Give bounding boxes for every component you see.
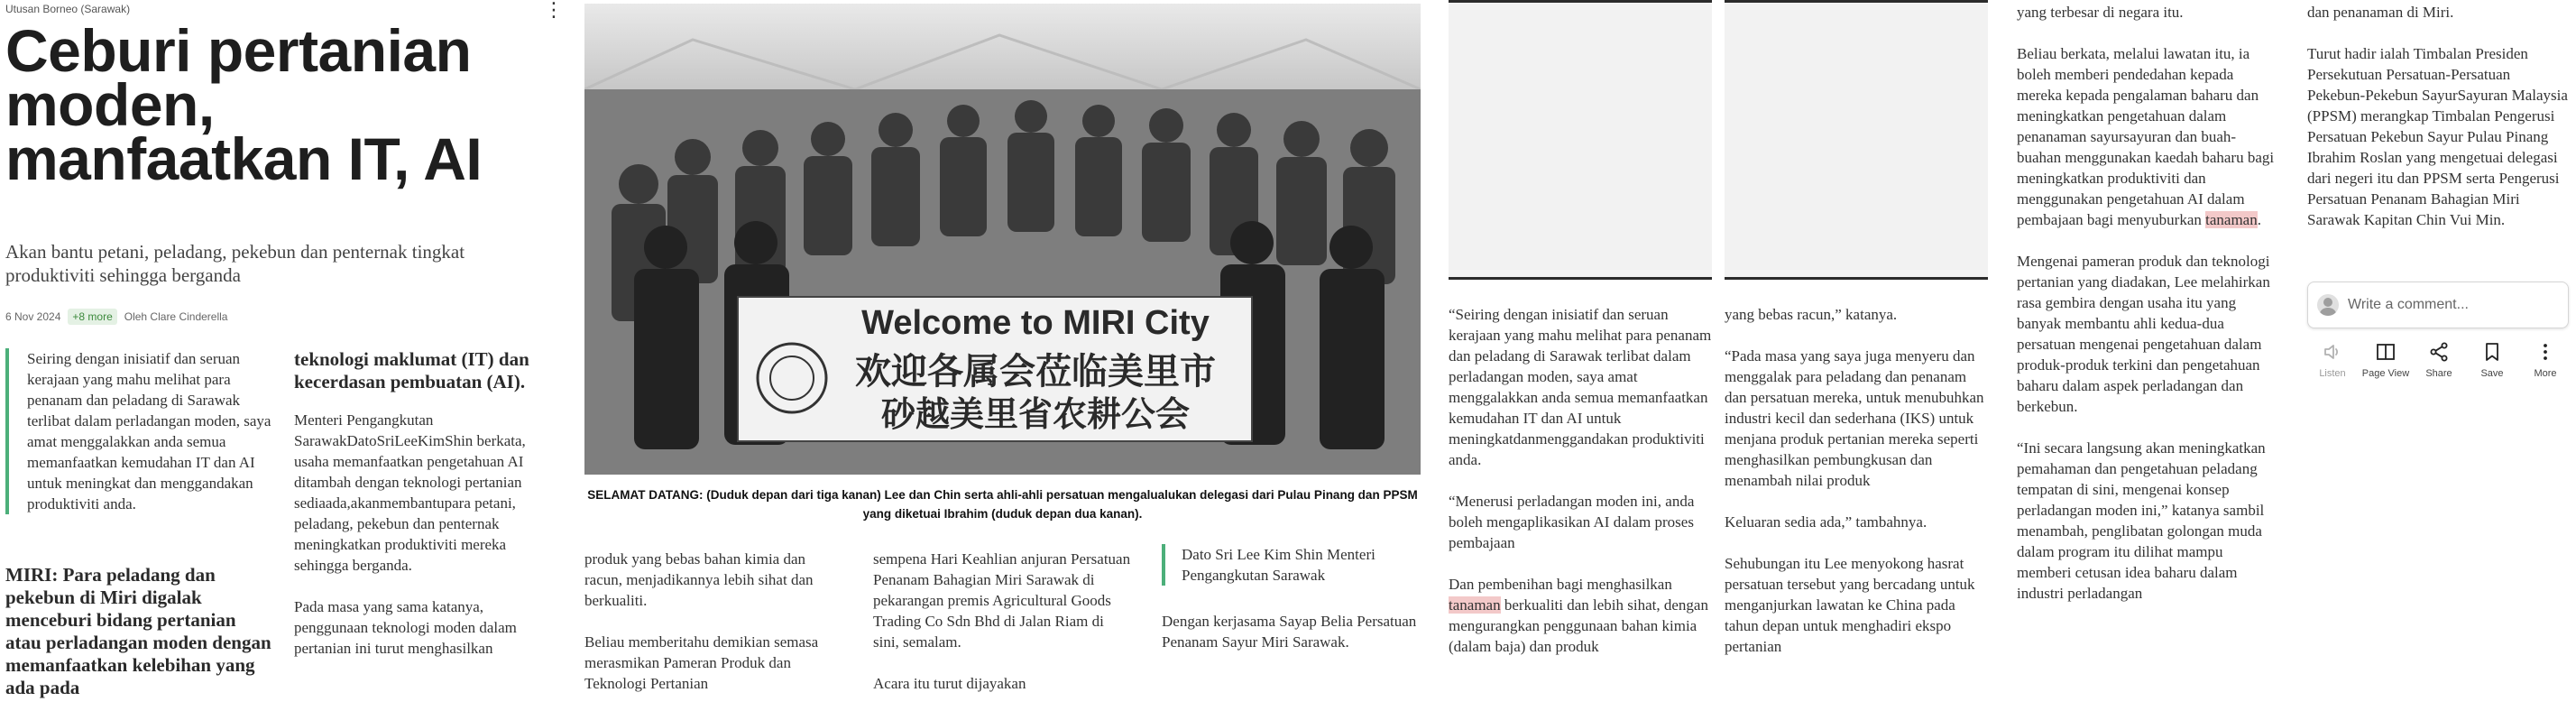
paragraph: yang bebas racun,” katanya. <box>1725 306 1898 323</box>
lead-paragraph: MIRI: Para peladang dan pekebun di Miri digalak menceburi bidang pertanian atau perladangan moden dengan memanfaatkan kelebihan yang ada pada <box>5 564 271 698</box>
paragraph: dan penanaman di Miri. <box>2307 4 2454 21</box>
headline: Ceburi pertanian moden, manfaatkan IT, AI <box>5 17 483 192</box>
pull-quote: Seiring dengan inisiatif dan seruan kerajaan yang mahu melihat para penanam dan peladang di Sarawak terlibat dalam perladangan moden, saya amat menggalakkan anda semua memanfaatkan kemudahan IT dan AI untuk meningkat dan menggandakan produktiviti anda. <box>5 348 271 514</box>
article-column-2 <box>294 348 554 659</box>
paragraph: “Pada masa yang saya juga menyeru dan menggalak para peladang dan penanam dan persatuan mereka, untuk menubuhkan industri kecil dan sederhana (IKS) untuk menjana produk pertanian mereka seperti menghasilkan pembungkusan dan menambah nilai produk <box>1725 347 1984 489</box>
banner-text: Welcome to MIRI City <box>861 304 1210 342</box>
more-button[interactable] <box>2520 341 2571 379</box>
share-button[interactable] <box>2414 341 2464 379</box>
paragraph: Sehubungan itu Lee menyokong hasrat persatuan tersebut yang bercadang untuk menganjurkan lawatan ke China pada tahun depan untuk menghadiri ekspo pertanian <box>1725 555 1975 655</box>
more-vertical-icon <box>2535 341 2556 363</box>
paragraph <box>2017 43 2280 230</box>
article-photo[interactable] <box>584 4 1421 475</box>
byline: Oleh Clare Cinderella <box>124 310 228 323</box>
article-column-5 <box>1162 611 1423 652</box>
article-meta <box>5 309 227 325</box>
article-column-9 <box>2307 2 2571 230</box>
tool-label: Share <box>2425 368 2452 379</box>
listen-button[interactable] <box>2307 341 2358 379</box>
page-view-icon <box>2375 341 2397 363</box>
photo-caption: SELAMAT DATANG: (Duduk depan dari tiga kanan) Lee dan Chin serta ahli-ahli persatuan mengalualukan delegasi dari Pulau Pinang dan PPSM yang diketuai Ibrahim (duduk depan dua kanan). <box>587 488 1418 521</box>
article-column-6 <box>1449 304 1712 657</box>
text-run: Dan pembenihan bagi menghasilkan <box>1449 576 1672 593</box>
header-more-icon[interactable]: ⋮ <box>544 0 564 21</box>
save-button[interactable] <box>2467 341 2517 379</box>
paragraph: Menteri Pengangkutan SarawakDatoSriLeeKimShin berkata, usaha memanfaatkan pengetahuan AI ditambah dengan teknologi pertanian sediaada,akanmembantupara petani, peladang, pekebun dan penternak meningkatkan produktiviti mereka sehingga berganda. <box>294 411 526 574</box>
highlighted-word[interactable]: tanaman <box>2205 211 2258 228</box>
photo-illustration <box>584 4 1421 475</box>
ad-placeholder <box>1449 0 1712 280</box>
paragraph: “Seiring dengan inisiatif dan seruan kerajaan yang mahu melihat para penanam dan peladang di Sarawak terlibat dalam perladangan moden, saya amat menggalakkan anda semua memanfaatkan kemudahan IT dan AI untuk meningkatdanmenggandakan produktiviti anda. <box>1449 306 1712 468</box>
paragraph: Mengenai pameran produk dan teknologi pertanian yang diadakan, Lee melahirkan rasa gembira dengan usaha itu yang banyak membantu ahli kedua-dua persatuan mengenai pengetahuan dalam produk-produk terkini dan pengetahuan baharu dalam aspek perladangan dan berkebun. <box>2017 253 2270 415</box>
ad-placeholder <box>1725 0 1988 280</box>
subhead: teknologi maklumat (IT) dan kecerdasan pembuatan (AI). <box>294 348 529 392</box>
comment-input[interactable] <box>2307 282 2569 328</box>
publication-name: Utusan Borneo (Sarawak) <box>5 3 131 15</box>
article-column-4 <box>873 549 1133 694</box>
comment-placeholder: Write a comment... <box>2348 297 2469 312</box>
tool-label: Save <box>2480 368 2504 379</box>
article-toolbar <box>2307 341 2571 379</box>
paragraph: Acara itu turut dijayakan <box>873 675 1026 692</box>
speaker-icon <box>2322 341 2343 363</box>
more-badge[interactable]: +8 more <box>68 309 116 325</box>
avatar-icon <box>2317 294 2339 316</box>
pull-quote-attribution: Dato Sri Lee Kim Shin Menteri Pengangkutan Sarawak <box>1162 544 1421 586</box>
paragraph: Dengan kerjasama Sayap Belia Persatuan Penanam Sayur Miri Sarawak. <box>1162 613 1417 651</box>
paragraph: produk yang bebas bahan kimia dan racun, menjadikannya lebih sihat dan berkualiti. <box>584 550 814 609</box>
paragraph <box>1449 574 1712 657</box>
text-run: Beliau berkata, melalui lawatan itu, ia boleh memberi pendedahan kepada mereka kepada pengalaman baharu dan meningkatkan pengetahuan dalam penanaman sayursayuran dan buah-buahan menggunakan kaedah baharu bagi meningkatkan produktiviti dan menggunakan pengetahuan AI dalam pembajaan bagi menyuburkan <box>2017 45 2275 228</box>
highlighted-word[interactable]: tanaman <box>1449 596 1501 614</box>
banner-chinese-line-2: 砂越美里省农耕公会 <box>880 394 1191 434</box>
tool-label: Page View <box>2361 368 2410 379</box>
paragraph: Keluaran sedia ada,” tambahnya. <box>1725 513 1927 531</box>
bookmark-icon <box>2481 341 2503 363</box>
paragraph: “Ini secara langsung akan meningkatkan pemahaman dan pengetahuan peladang tempatan di sini, mengenai konsep perladangan moden ini,” katanya sambil menambah, penglibatan golongan muda dalam program itu dilihat mampu memberi cetusan idea baharu dalam industri perladangan <box>2017 439 2266 602</box>
article-column-8 <box>2017 2 2280 604</box>
tool-label: More <box>2534 368 2557 379</box>
paragraph: Turut hadir ialah Timbalan Presiden Persekutuan Persatuan-Persatuan Pekebun-Pekebun SayurSayuran Malaysia (PPSM) merangkap Timbalan Pengerusi Persatuan Pekebun Sayur Pulau Pinang Ibrahim Roslan yang mengetuai delegasi dari negeri itu dan PPSM serta Pengerusi Persatuan Penanam Bahagian Miri Sarawak Kapitan Chin Vui Min. <box>2307 45 2568 228</box>
paragraph: yang terbesar di negara itu. <box>2017 4 2184 21</box>
article-column-3 <box>584 549 846 694</box>
banner-chinese-line-1: 欢迎各属会莅临美里市 <box>855 351 1216 392</box>
paragraph: Beliau memberitahu demikian semasa merasmikan Pameran Produk dan Teknologi Pertanian <box>584 633 819 692</box>
text-run: berkualiti dan lebih sihat, dengan mengurangkan penggunaan bahan kimia (dalam baja) dan produk <box>1449 596 1708 655</box>
paragraph: “Menerusi perladangan moden ini, anda boleh mengaplikasikan AI dalam proses pembajaan <box>1449 493 1695 551</box>
paragraph: sempena Hari Keahlian anjuran Persatuan Penanam Bahagian Miri Sarawak di pekarangan premis Agricultural Goods Trading Co Sdn Bhd di Jalan Riam di sini, semalam. <box>873 550 1131 651</box>
publish-date: 6 Nov 2024 <box>5 310 61 323</box>
page-view-button[interactable] <box>2360 341 2411 379</box>
paragraph: Pada masa yang sama katanya, penggunaan teknologi moden dalam pertanian ini turut menghasilkan <box>294 598 517 657</box>
article-column-7 <box>1725 304 1988 657</box>
share-icon <box>2428 341 2450 363</box>
text-run: . <box>2257 211 2261 228</box>
tool-label: Listen <box>2319 368 2346 379</box>
standfirst: Akan bantu petani, peladang, pekebun dan penternak tingkat produktiviti sehingga berganda <box>5 241 465 286</box>
